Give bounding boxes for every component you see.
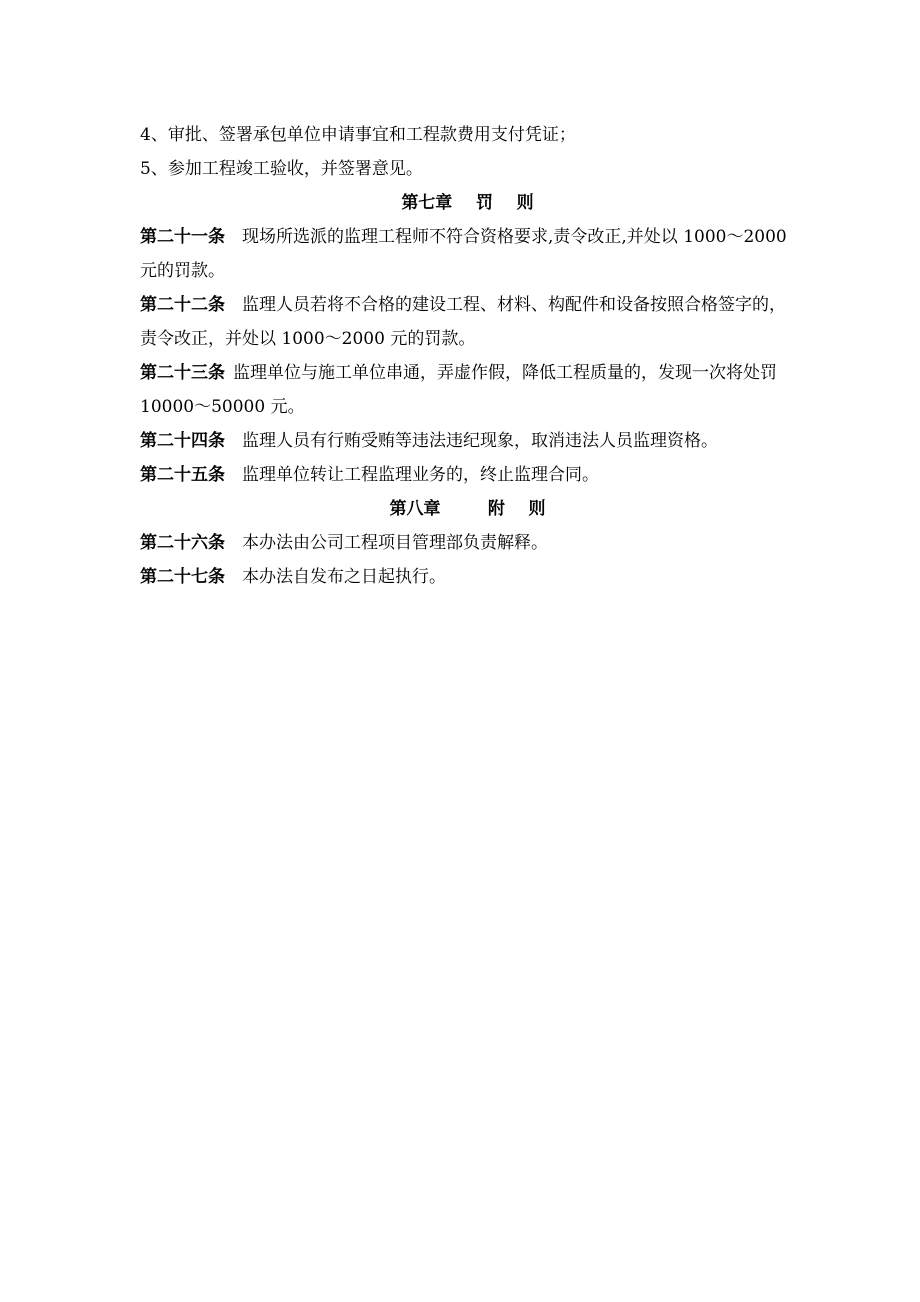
article-number: 第二十一条 — [140, 227, 225, 247]
article-number: 第二十五条 — [140, 465, 225, 485]
list-item: 4、审批、签署承包单位申请事宜和工程款费用支付凭证； — [140, 125, 576, 145]
article-text: 监理人员有行贿受贿等违法违纪现象，取消违法人员监理资格。 — [242, 431, 718, 451]
article-number: 第二十四条 — [140, 431, 225, 451]
article-27 — [140, 560, 795, 594]
article-text: 监理人员若将不合格的建设工程、材料、构配件和设备按照合格签字的，责令改正，并处以 1000～2000 元的罚款。 — [140, 295, 786, 349]
article-number: 第二十六条 — [140, 533, 225, 553]
article-text: 监理单位与施工单位串通，弄虚作假，降低工程质量的，发现一次将处罚 10000～50000 元。 — [140, 363, 777, 417]
article-25 — [140, 458, 795, 492]
article-number: 第二十三条 — [140, 363, 225, 383]
article-text: 本办法自发布之日起执行。 — [242, 567, 446, 587]
article-23 — [140, 356, 795, 424]
article-text: 监理单位转让工程监理业务的，终止监理合同。 — [242, 465, 599, 485]
chapter-heading-8: 第八章 附 则 — [389, 499, 546, 519]
document-body — [140, 118, 795, 594]
article-21 — [140, 220, 795, 288]
list-item: 5、参加工程竣工验收，并签署意见。 — [140, 159, 423, 179]
article-26 — [140, 526, 795, 560]
chapter-heading-7: 第七章 罚 则 — [401, 193, 534, 213]
article-text: 现场所选派的监理工程师不符合资格要求,责令改正,并处以 1000～2000 元的罚款。 — [140, 227, 787, 281]
article-number: 第二十七条 — [140, 567, 225, 587]
article-24 — [140, 424, 795, 458]
article-number: 第二十二条 — [140, 295, 225, 315]
article-22 — [140, 288, 795, 356]
article-text: 本办法由公司工程项目管理部负责解释。 — [242, 533, 548, 553]
